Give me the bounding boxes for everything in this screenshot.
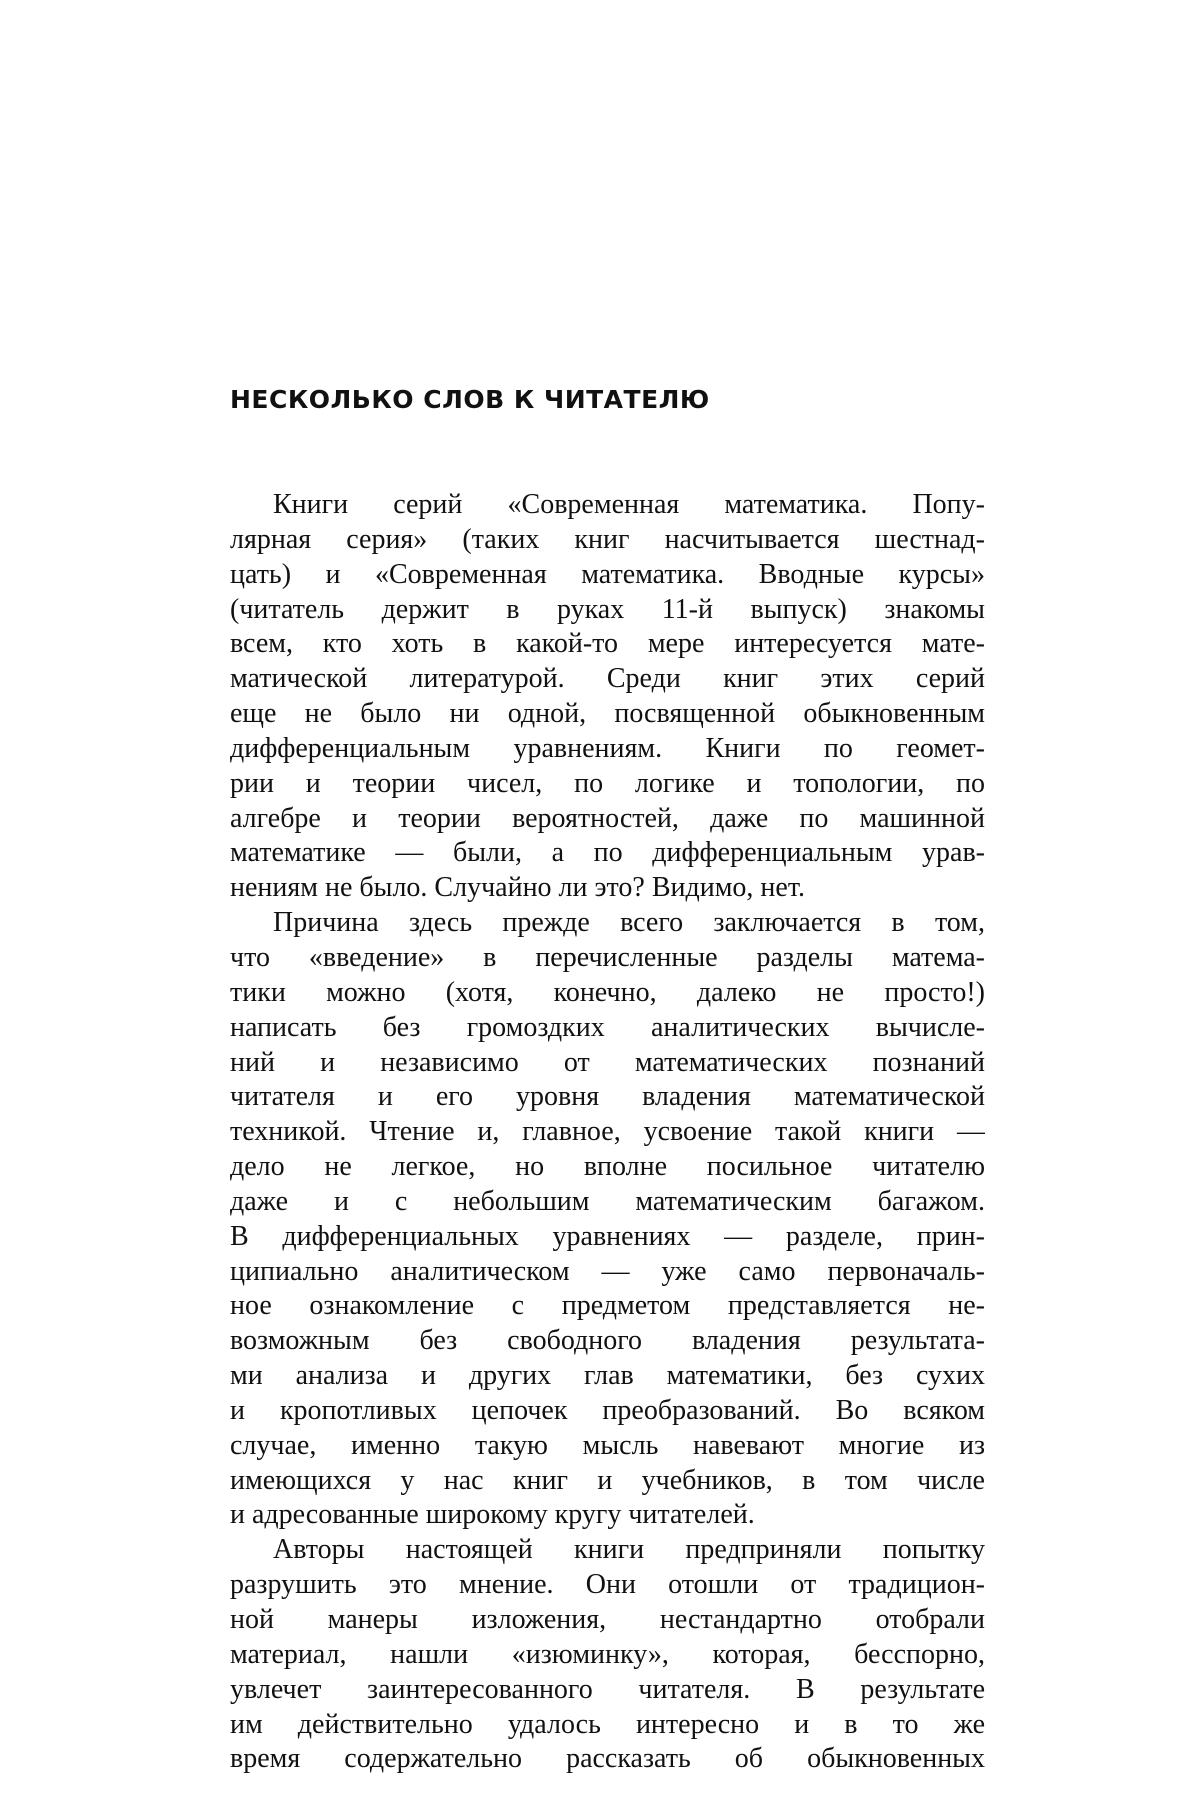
text-line: ми анализа и других глав математики, без сухих (230, 1360, 985, 1392)
text-line: нениям не было. Случайно ли это? Видимо, нет. (230, 872, 805, 904)
text-line: еще не было ни одной, посвященной обыкновенным (230, 698, 985, 730)
text-line: дело не легкое, но вполне посильное читателю (230, 1151, 985, 1183)
text-line: цать) и «Современная математика. Вводные курсы» (230, 558, 985, 590)
text-line: случае, именно такую мысль навевают многие из (230, 1429, 985, 1461)
text-line: ний и независимо от математических познаний (230, 1046, 985, 1078)
page-heading: НЕСКОЛЬКО СЛОВ К ЧИТАТЕЛЮ (230, 385, 710, 414)
paragraph (230, 488, 985, 906)
text-line: математике — были, а по дифференциальным урав- (230, 837, 985, 869)
text-line: лярная серия» (таких книг насчитывается шестнад- (230, 523, 985, 555)
text-line: разрушить это мнение. Они отошли от традицион- (230, 1569, 985, 1601)
text-line: материал, нашли «изюминку», которая, бесспорно, (230, 1638, 985, 1670)
text-line: что «введение» в перечисленные разделы матема- (230, 941, 985, 973)
text-line: (читатель держит в руках 11-й выпуск) знакомы (230, 593, 985, 625)
text-line: им действительно удалось интересно и в то же (230, 1708, 985, 1740)
text-line: Книги серий «Современная математика. Попу- (273, 489, 985, 520)
text-line: ной манеры изложения, нестандартно отобрали (230, 1604, 985, 1635)
paragraph (230, 906, 985, 1533)
text-line: написать без громоздких аналитических вычисле- (230, 1011, 985, 1043)
text-line: время содержательно рассказать об обыкновенных (230, 1743, 985, 1775)
text-line: дифференциальным уравнениям. Книги по геомет- (230, 732, 985, 764)
text-line: возможным без свободного владения результата- (230, 1325, 985, 1357)
text-line: даже и с небольшим математическим багажом. (230, 1185, 985, 1217)
text-line: алгебре и теории вероятностей, даже по машинной (230, 802, 985, 834)
paragraph (230, 1533, 985, 1777)
text-line: имеющихся у нас книг и учебников, в том числе (230, 1464, 985, 1496)
text-line: Авторы настоящей книги предприняли попытку (273, 1534, 985, 1566)
text-line: читателя и его уровня владения математической (230, 1081, 985, 1113)
text-line: и адресованные широкому кругу читателей. (230, 1499, 755, 1531)
text-line: В дифференциальных уравнениях — разделе, прин- (230, 1220, 985, 1252)
text-line: ципиально аналитическом — уже само первоначаль- (230, 1255, 985, 1287)
text-line: рии и теории чисел, по логике и топологии, по (230, 767, 985, 799)
text-line: техникой. Чтение и, главное, усвоение такой книги — (230, 1116, 985, 1148)
text-line: Причина здесь прежде всего заключается в том, (273, 907, 985, 939)
text-line: тики можно (хотя, конечно, далеко не просто!) (230, 976, 985, 1008)
body-text (230, 488, 985, 1777)
text-line: и кропотливых цепочек преобразований. Во всяком (230, 1394, 985, 1426)
text-line: матической литературой. Среди книг этих серий (230, 663, 985, 695)
text-line: всем, кто хоть в какой-то мере интересуется мате- (230, 628, 985, 660)
text-line: увлечет заинтересованного читателя. В результате (230, 1673, 985, 1705)
text-line: ное ознакомление с предметом представляется не- (230, 1290, 985, 1322)
